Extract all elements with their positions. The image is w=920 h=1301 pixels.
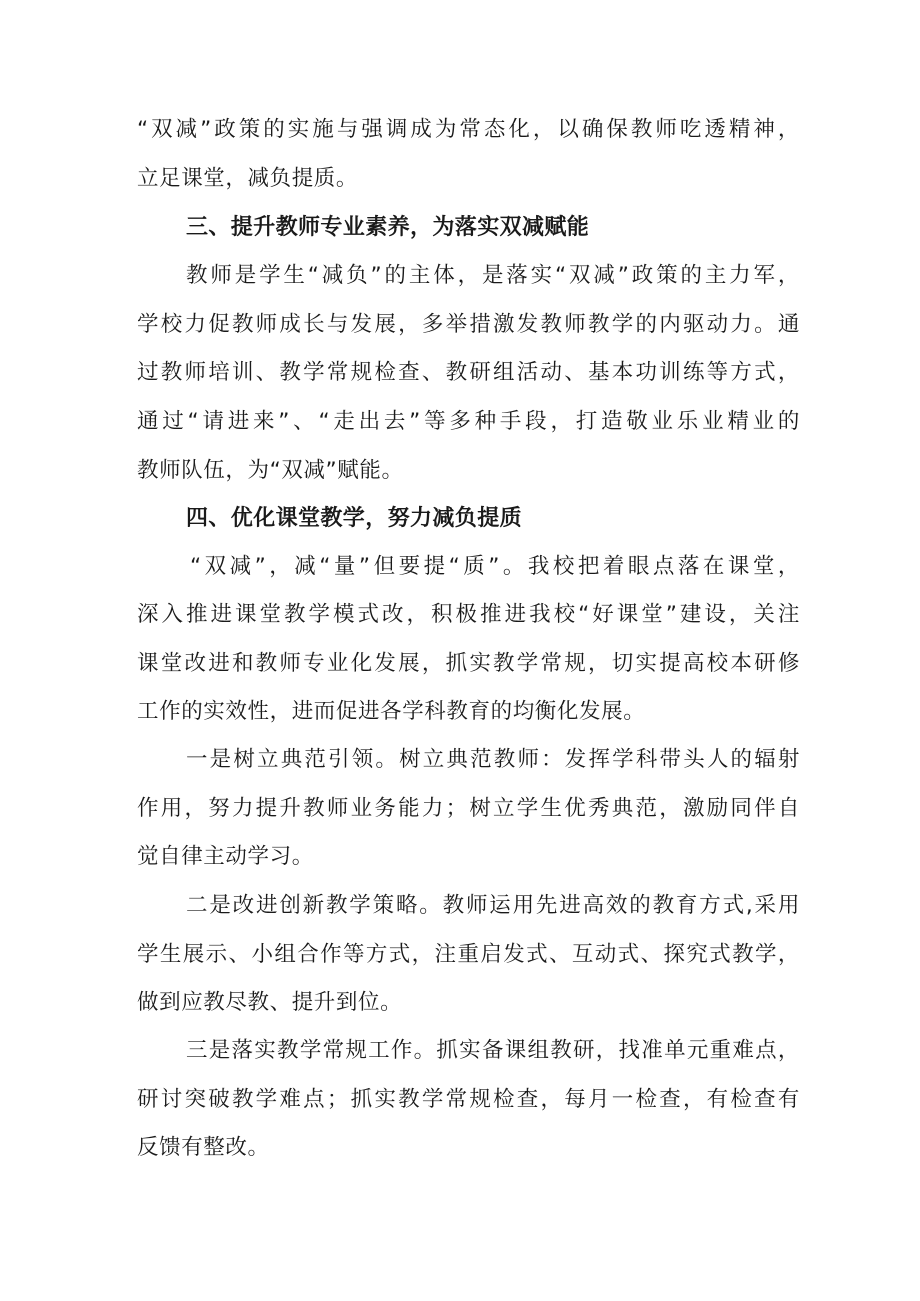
- paragraph-line: 三是落实教学常规工作。抓实备课组教研，找准单元重难点，: [186, 1038, 800, 1063]
- paragraph-line: 深入推进课堂教学模式改，积极推进我校“好课堂”建设，关注: [137, 602, 800, 627]
- paragraph-line: 反馈有整改。: [137, 1135, 270, 1160]
- section-heading-4: 四、优化课堂教学，努力减负提质: [186, 506, 523, 531]
- paragraph-line: 通过“请进来”、“走出去”等多种手段，打造敬业乐业精业的: [137, 409, 800, 434]
- paragraph-line: 作用，努力提升教师业务能力；树立学生优秀典范，激励同伴自: [137, 796, 800, 821]
- paragraph-line: 课堂改进和教师专业化发展，抓实教学常规，切实提高校本研修: [137, 651, 800, 676]
- paragraph-line: 二是改进创新教学策略。教师运用先进高效的教育方式,采用: [186, 893, 800, 918]
- paragraph-line: 学校力促教师成长与发展，多举措激发教师教学的内驱动力。通: [137, 312, 800, 337]
- paragraph-line: 做到应教尽教、提升到位。: [137, 990, 403, 1015]
- section-heading-3: 三、提升教师专业素养，为落实双减赋能: [186, 215, 590, 240]
- paragraph-line: 学生展示、小组合作等方式，注重启发式、互动式、探究式教学，: [137, 942, 800, 967]
- paragraph-line: “双减”政策的实施与强调成为常态化，以确保教师吃透精神，: [137, 117, 800, 142]
- paragraph-line: 教师是学生“减负”的主体，是落实“双减”政策的主力军，: [186, 263, 800, 288]
- paragraph-line: 觉自律主动学习。: [137, 844, 314, 869]
- paragraph-line: “双减”，减“量”但要提“质”。我校把着眼点落在课堂，: [190, 554, 800, 579]
- paragraph-line: 教师队伍，为“双减”赋能。: [137, 458, 404, 483]
- paragraph-line: 立足课堂，减负提质。: [137, 166, 359, 191]
- paragraph-line: 工作的实效性，进而促进各学科教育的均衡化发展。: [137, 699, 646, 724]
- paragraph-line: 一是树立典范引领。树立典范教师：发挥学科带头人的辐射: [186, 747, 800, 772]
- paragraph-line: 研讨突破教学难点；抓实教学常规检查，每月一检查，有检查有: [137, 1087, 800, 1112]
- paragraph-line: 过教师培训、教学常规检查、教研组活动、基本功训练等方式，: [137, 360, 800, 385]
